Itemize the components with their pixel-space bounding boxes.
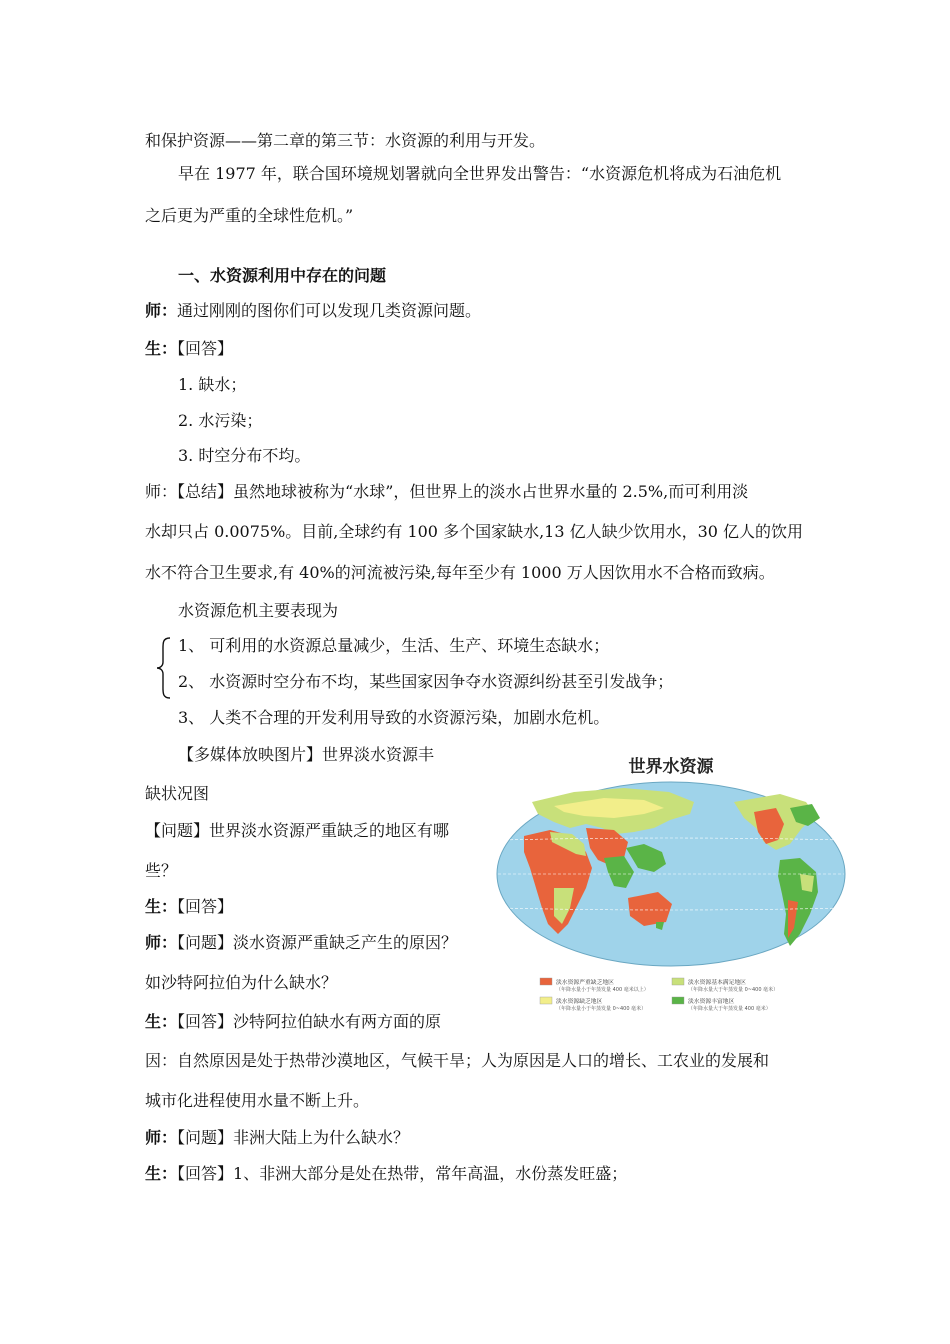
legend-label: 淡水资源缺乏地区 bbox=[556, 999, 603, 1005]
legend-sub: （年降水量小于年蒸发量 0~400 毫米） bbox=[556, 1006, 647, 1012]
summary-line-3: 水不符合卫生要求,有 40%的河流被污染,每年至少有 1000 万人因饮用水不合格而致病。 bbox=[145, 563, 775, 582]
summary-text-1: 虽然地球被称为“水球”，但世界上的淡水占世界水量的 2.5%,而可利用淡 bbox=[233, 482, 749, 501]
student-line bbox=[145, 897, 233, 917]
student-label: 生： bbox=[145, 1012, 178, 1031]
africa-question: 【问题】非洲大陆上为什么缺水？ bbox=[177, 1128, 410, 1147]
student-label: 生： bbox=[145, 897, 178, 916]
student-label: 生： bbox=[145, 339, 178, 358]
brace-icon bbox=[154, 636, 172, 700]
crisis-item: 1、 可利用的水资源总量减少，生活、生产、环境生态缺水； bbox=[178, 636, 610, 655]
summary-label: 师：【总结】 bbox=[145, 482, 234, 501]
question-2-follow: 如沙特阿拉伯为什么缺水？ bbox=[145, 973, 338, 992]
legend-sub: （年降水量小于年蒸发量 400 毫米以上） bbox=[556, 987, 649, 993]
student-label: 生： bbox=[145, 1164, 178, 1183]
teacher-line bbox=[145, 301, 481, 321]
teacher-text: 通过刚刚的图你们可以发现几类资源问题。 bbox=[177, 301, 482, 320]
legend-swatch bbox=[672, 997, 684, 1004]
teacher-label: 师： bbox=[145, 1128, 178, 1147]
intro-line-1: 和保护资源——第二章的第三节：水资源的利用与开发。 bbox=[145, 131, 546, 150]
student-answer: 【回答】 bbox=[177, 897, 234, 916]
map-legend bbox=[540, 978, 778, 1012]
intro-line-2: 早在 1977 年，联合国环境规划署就向全世界发出警告：“水资源危机将成为石油危机 bbox=[178, 164, 782, 183]
crisis-intro: 水资源危机主要表现为 bbox=[178, 601, 339, 620]
student-text: 【回答】 bbox=[177, 339, 234, 358]
multimedia-line-1: 【多媒体放映图片】世界淡水资源丰 bbox=[178, 745, 435, 764]
teacher-label: 师： bbox=[145, 301, 178, 320]
list-item: 3. 时空分布不均。 bbox=[178, 446, 311, 465]
student-line bbox=[145, 1164, 627, 1184]
legend-swatch bbox=[540, 997, 552, 1004]
summary-line-1 bbox=[145, 482, 748, 502]
answer-2-line-1: 【回答】沙特阿拉伯缺水有两方面的原 bbox=[177, 1012, 442, 1031]
intro-line-3: 之后更为严重的全球性危机。” bbox=[145, 206, 354, 225]
question-2: 【问题】淡水资源严重缺乏产生的原因？ bbox=[177, 933, 458, 952]
question-line-2: 些？ bbox=[145, 861, 178, 880]
legend-sub: （年降水量大于年蒸发量 400 毫米） bbox=[688, 1006, 771, 1012]
world-water-map bbox=[494, 748, 848, 1020]
student-line bbox=[145, 1012, 441, 1032]
map-title: 世界水资源 bbox=[628, 757, 714, 777]
list-item: 2. 水污染； bbox=[178, 411, 263, 430]
legend-swatch bbox=[672, 978, 684, 985]
legend-label: 淡水资源严重缺乏地区 bbox=[556, 980, 614, 986]
answer-2-line-2: 因：自然原因是处于热带沙漠地区，气候干旱；人为原因是人口的增长、工农业的发展和 bbox=[145, 1051, 770, 1070]
list-item: 1. 缺水； bbox=[178, 375, 247, 394]
section-heading: 一、水资源利用中存在的问题 bbox=[178, 266, 387, 285]
question-line-1: 【问题】世界淡水资源严重缺乏的地区有哪 bbox=[145, 821, 450, 840]
africa-answer: 【回答】1、非洲大部分是处在热带，常年高温，水份蒸发旺盛； bbox=[177, 1164, 628, 1183]
crisis-item: 2、 水资源时空分布不均，某些国家因争夺水资源纠纷甚至引发战争； bbox=[178, 672, 674, 691]
legend-swatch bbox=[540, 978, 552, 985]
legend-sub: （年降水量大于年蒸发量 0~400 毫米） bbox=[688, 987, 779, 993]
summary-line-2: 水却只占 0.0075%。目前,全球约有 100 多个国家缺水,13 亿人缺少饮用水，30 亿人的饮用 bbox=[145, 522, 804, 541]
legend-label: 淡水资源丰富地区 bbox=[688, 999, 735, 1005]
teacher-label: 师： bbox=[145, 933, 178, 952]
teacher-line bbox=[145, 933, 457, 953]
student-line bbox=[145, 339, 233, 359]
multimedia-line-2: 缺状况图 bbox=[145, 784, 210, 803]
answer-2-line-3: 城市化进程使用水量不断上升。 bbox=[145, 1091, 370, 1110]
teacher-line bbox=[145, 1128, 409, 1148]
crisis-item: 3、 人类不合理的开发利用导致的水资源污染，加剧水危机。 bbox=[178, 708, 610, 727]
legend-label: 淡水资源基本满足地区 bbox=[688, 980, 746, 986]
